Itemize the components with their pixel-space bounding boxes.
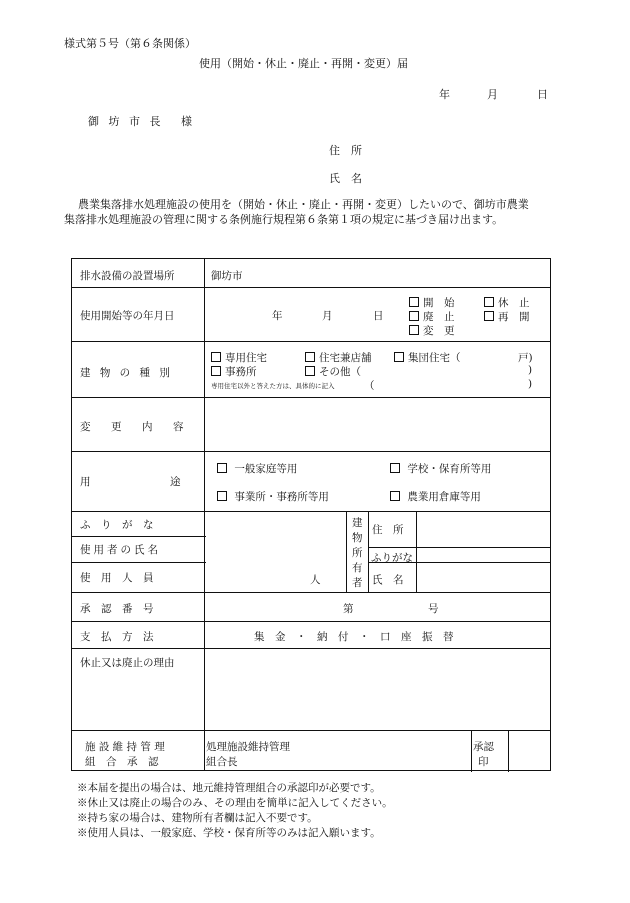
approval-seal-line1: 承認 <box>473 741 494 753</box>
row-divider <box>72 341 550 342</box>
row-divider <box>72 451 550 452</box>
reason-input[interactable] <box>206 650 550 728</box>
row-divider <box>72 287 550 288</box>
building-office[interactable] <box>211 364 257 379</box>
building-shop-house[interactable] <box>305 350 372 365</box>
type-resume-label: 再 開 <box>498 311 530 323</box>
note-2: ※休止又は廃止の場合のみ、その理由を簡単に記入してください。 <box>77 797 393 809</box>
building-shop-house-label: 住宅兼店舗 <box>319 352 372 364</box>
start-month-label: 月 <box>322 310 333 322</box>
date-day-label: 日 <box>537 88 548 101</box>
type-pause-option[interactable] <box>484 295 530 310</box>
change-content-input[interactable] <box>206 399 550 449</box>
note-4: ※使用人員は、一般家庭、学校・保育所等のみは記入願います。 <box>77 827 381 839</box>
row-divider <box>72 397 550 398</box>
checkbox-icon[interactable] <box>394 352 404 362</box>
furigana-label: ふ り が な <box>80 519 154 531</box>
checkbox-icon[interactable] <box>217 463 227 473</box>
payment-method-label: 支 払 方 法 <box>80 631 154 643</box>
building-units: 戸) <box>518 352 533 364</box>
checkbox-icon[interactable] <box>217 491 227 501</box>
checkbox-icon[interactable] <box>211 352 221 362</box>
approval-number-suffix: 号 <box>428 603 439 615</box>
users-unit: 人 <box>310 574 321 586</box>
form-number: 様式第５号（第６条関係） <box>64 37 196 50</box>
reason-label: 休止又は廃止の理由 <box>80 657 175 669</box>
type-change-option[interactable] <box>409 323 455 338</box>
building-private-house[interactable] <box>211 350 267 365</box>
use-business[interactable] <box>217 489 329 504</box>
date-year-label: 年 <box>439 88 450 101</box>
checkbox-icon[interactable] <box>305 366 315 376</box>
row-divider <box>72 536 206 537</box>
checkbox-icon[interactable] <box>305 352 315 362</box>
approval-seal-line2: 印 <box>478 756 489 768</box>
seal-column-divider <box>508 730 509 772</box>
addressee: 御 坊 市 長 様 <box>88 115 192 128</box>
type-abolish-option[interactable] <box>409 309 455 324</box>
use-business-label: 事業所・事務所等用 <box>234 491 329 503</box>
payment-method-options[interactable]: 集 金 ・ 納 付 ・ 口 座 振 替 <box>254 631 454 643</box>
owner-label-3: 所 <box>352 547 363 559</box>
use-label-second: 途 <box>170 476 181 488</box>
note-3: ※持ち家の場合は、建物所有者欄は記入不要です。 <box>77 812 318 824</box>
owner-column-divider <box>368 511 369 592</box>
row-divider <box>72 648 550 649</box>
applicant-name-label: 氏 名 <box>329 172 362 185</box>
use-school-label: 学校・保育所等用 <box>407 463 492 475</box>
type-open-option[interactable] <box>409 295 455 310</box>
approval-org-label-line1: 施 設 維 持 管 理 <box>85 741 165 753</box>
building-other-close: ) <box>528 364 533 376</box>
owner-name-label: 氏 名 <box>372 574 404 586</box>
use-label-first: 用 <box>80 476 91 488</box>
checkbox-icon[interactable] <box>409 297 419 307</box>
type-open-label: 開 始 <box>423 297 455 309</box>
owner-label-1: 建 <box>352 517 363 529</box>
users-count-label: 使 用 人 員 <box>80 572 154 584</box>
body-text-line2: 集落排水処理施設の管理に関する条例施行規程第６条第１項の規定に基づき届け出ます。 <box>64 213 504 226</box>
use-school[interactable] <box>390 461 491 476</box>
approval-number-prefix: 第 <box>343 603 354 615</box>
type-abolish-label: 廃 止 <box>423 311 455 323</box>
type-resume-option[interactable] <box>484 309 530 324</box>
owner-furigana-label: ふりがな <box>371 552 413 564</box>
building-note: 専用住宅以外と答えた方は、具体的に記入 <box>211 382 335 390</box>
building-apartment-label: 集団住宅（ <box>408 352 461 364</box>
user-name-label: 使用者の氏名 <box>80 544 161 556</box>
owner-label-5: 者 <box>352 577 363 589</box>
building-other[interactable] <box>305 364 361 379</box>
start-year-label: 年 <box>272 310 283 322</box>
body-text-line1: 農業集落排水処理施設の使用を（開始・休止・廃止・再開・変更）したいので、御坊市農業 <box>78 198 529 211</box>
use-barn[interactable] <box>390 489 481 504</box>
seal-column-divider <box>471 730 472 772</box>
change-content-label: 変 更 内 容 <box>80 421 189 433</box>
approval-org-label-line2: 組 合 承 認 <box>85 756 159 768</box>
row-divider <box>72 511 550 512</box>
row-divider <box>72 562 206 563</box>
owner-label-2: 物 <box>352 532 363 544</box>
approval-number-label: 承 認 番 号 <box>80 603 154 615</box>
building-type-label: 建 物 の 種 別 <box>80 367 173 379</box>
owner-address-label: 住 所 <box>372 524 404 536</box>
building-other-label: その他（ <box>319 366 361 378</box>
checkbox-icon[interactable] <box>484 297 494 307</box>
start-date-label: 使用開始等の年月日 <box>80 310 175 322</box>
checkbox-icon[interactable] <box>409 325 419 335</box>
use-barn-label: 農業用倉庫等用 <box>407 491 481 503</box>
checkbox-icon[interactable] <box>484 311 494 321</box>
location-value[interactable]: 御坊市 <box>211 270 243 282</box>
use-home[interactable] <box>217 461 297 476</box>
building-apartment[interactable] <box>394 350 461 365</box>
use-home-label: 一般家庭等用 <box>234 463 298 475</box>
location-label: 排水設備の設置場所 <box>80 270 175 282</box>
type-pause-label: 休 止 <box>498 297 530 309</box>
checkbox-icon[interactable] <box>211 366 221 376</box>
building-detail-open: （ <box>364 380 375 392</box>
note-1: ※本届を提出の場合は、地元維持管理組合の承認印が必要です。 <box>77 782 381 794</box>
checkbox-icon[interactable] <box>390 463 400 473</box>
application-form-table <box>71 258 551 771</box>
building-private-house-label: 専用住宅 <box>225 352 267 364</box>
row-divider <box>72 730 550 731</box>
row-divider <box>72 621 550 622</box>
owner-column-divider <box>416 511 417 592</box>
start-day-label: 日 <box>373 310 384 322</box>
checkbox-icon[interactable] <box>390 491 400 501</box>
date-month-label: 月 <box>487 88 498 101</box>
owner-label-4: 有 <box>352 562 363 574</box>
type-change-label: 変 更 <box>423 325 455 337</box>
page-title: 使用（開始・休止・廃止・再開・変更）届 <box>199 57 408 70</box>
org-name-line2: 組合長 <box>206 756 238 768</box>
row-divider <box>72 592 550 593</box>
applicant-address-label: 住 所 <box>329 144 362 157</box>
building-office-label: 事務所 <box>225 366 257 378</box>
building-detail-close: ) <box>528 378 533 390</box>
org-name-line1: 処理施設維持管理 <box>206 741 290 753</box>
owner-column-divider <box>346 511 347 592</box>
label-column-divider <box>204 259 205 770</box>
checkbox-icon[interactable] <box>409 311 419 321</box>
owner-row-divider <box>368 547 550 548</box>
